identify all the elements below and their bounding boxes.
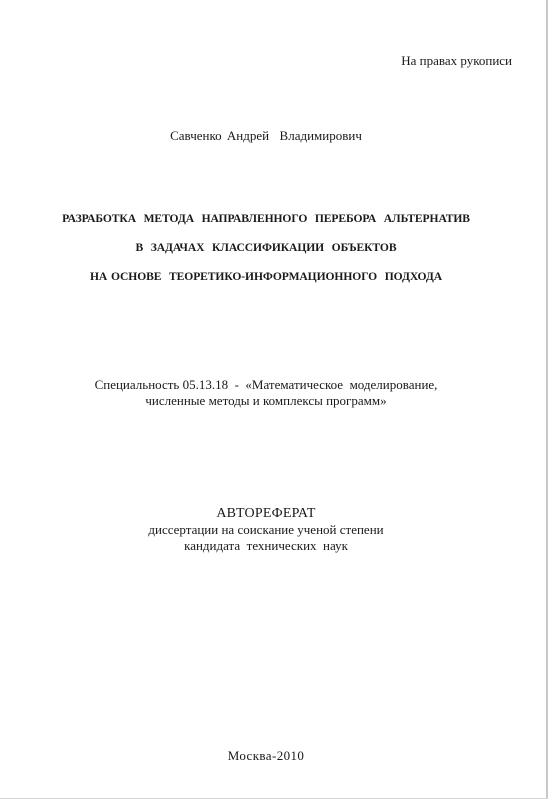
specialty-line-2: численные методы и комплексы программ» <box>145 393 387 408</box>
abstract-description <box>0 522 532 554</box>
title-line-2: В ЗАДАЧАХ КЛАССИФИКАЦИИ ОБЪЕКТОВ <box>135 241 397 254</box>
city-year: Москва-2010 <box>227 748 305 763</box>
abstract-line-2: кандидата технических наук <box>184 538 348 553</box>
rights-note: На правах рукописи <box>401 53 512 68</box>
specialty-line-1: Специальность 05.13.18 - «Математическое моделирование, <box>94 377 438 392</box>
author-name: Савченко Андрей Владимирович <box>170 128 362 143</box>
dissertation-title <box>0 204 532 291</box>
abstract-line-1: диссертации на соискание ученой степени <box>148 522 384 537</box>
specialty <box>0 377 532 409</box>
title-line-1: РАЗРАБОТКА МЕТОДА НАПРАВЛЕННОГО ПЕРЕБОРА АЛЬТЕРНАТИВ <box>62 212 470 225</box>
title-line-3: НА ОСНОВЕ ТЕОРЕТИКО-ИНФОРМАЦИОННОГО ПОДХОДА <box>89 270 442 283</box>
abstract-heading: АВТОРЕФЕРАТ <box>216 506 316 521</box>
